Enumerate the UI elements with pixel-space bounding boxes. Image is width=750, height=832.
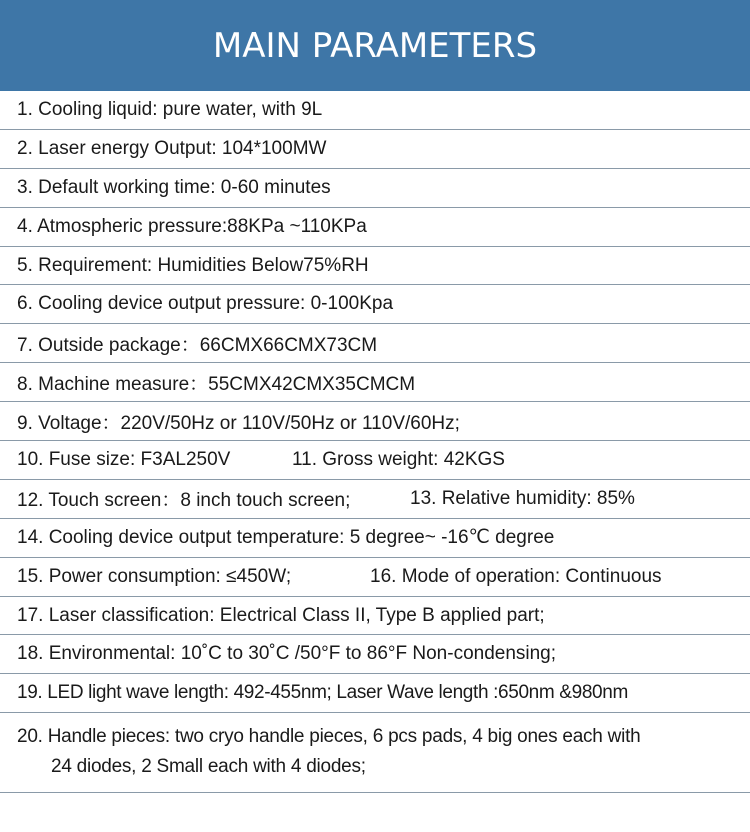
param-text: 15. Power consumption: ≤450W; — [17, 565, 292, 587]
param-row-9 — [0, 402, 750, 441]
param-row-8 — [0, 363, 750, 402]
param-text: 18. Environmental: 10˚C to 30˚C /50°F to 86°F Non-condensing; — [17, 643, 557, 665]
title-banner — [0, 0, 750, 91]
param-row-10-11 — [0, 441, 750, 480]
param-text: 19. LED light wave length: 492-455nm; Laser Wave length :650nm &980nm — [17, 682, 628, 704]
param-text: 20. Handle pieces: two cryo handle pieces, 6 pcs pads, 4 big ones each with — [17, 726, 641, 748]
parameter-list — [0, 91, 750, 793]
param-text: 5. Requirement: Humidities Below75%RH — [17, 254, 369, 276]
param-row-1 — [0, 91, 750, 130]
param-text: 6. Cooling device output pressure: 0-100Kpa — [17, 293, 394, 315]
param-row-3 — [0, 169, 750, 208]
param-text: 8. Machine measure：55CMX42CMX35CMCM — [17, 373, 416, 395]
param-text: 14. Cooling device output temperature: 5 degree~ -16℃ degree — [17, 527, 555, 549]
param-row-20 — [0, 713, 750, 793]
param-text: 17. Laser classification: Electrical Class II, Type B applied part; — [17, 604, 545, 626]
param-text: 4. Atmospheric pressure:88KPa ~110KPa — [17, 215, 367, 237]
param-text: 11. Gross weight: 42KGS — [292, 448, 505, 470]
param-text: 7. Outside package：66CMX66CMX73CM — [17, 334, 378, 356]
param-row-5 — [0, 247, 750, 286]
param-row-14 — [0, 519, 750, 558]
param-row-2 — [0, 130, 750, 169]
param-text: 13. Relative humidity: 85% — [410, 487, 635, 509]
param-row-12-13 — [0, 480, 750, 519]
param-row-4 — [0, 208, 750, 247]
param-text: 9. Voltage：220V/50Hz or 110V/50Hz or 110V/60Hz; — [17, 412, 460, 434]
param-row-7 — [0, 324, 750, 363]
param-row-6 — [0, 285, 750, 324]
param-text: 2. Laser energy Output: 104*100MW — [17, 137, 327, 159]
param-text: 16. Mode of operation: Continuous — [370, 565, 662, 587]
param-row-17 — [0, 597, 750, 636]
param-row-15-16 — [0, 558, 750, 597]
param-text: 1. Cooling liquid: pure water, with 9L — [17, 98, 323, 120]
param-row-19 — [0, 674, 750, 713]
page-title: MAIN PARAMETERS — [212, 25, 538, 66]
param-text: 24 diodes, 2 Small each with 4 diodes; — [51, 756, 366, 778]
param-text: 10. Fuse size: F3AL250V — [17, 448, 231, 470]
param-text: 12. Touch screen：8 inch touch screen; — [17, 490, 351, 512]
param-row-18 — [0, 635, 750, 674]
param-text: 3. Default working time: 0-60 minutes — [17, 176, 331, 198]
